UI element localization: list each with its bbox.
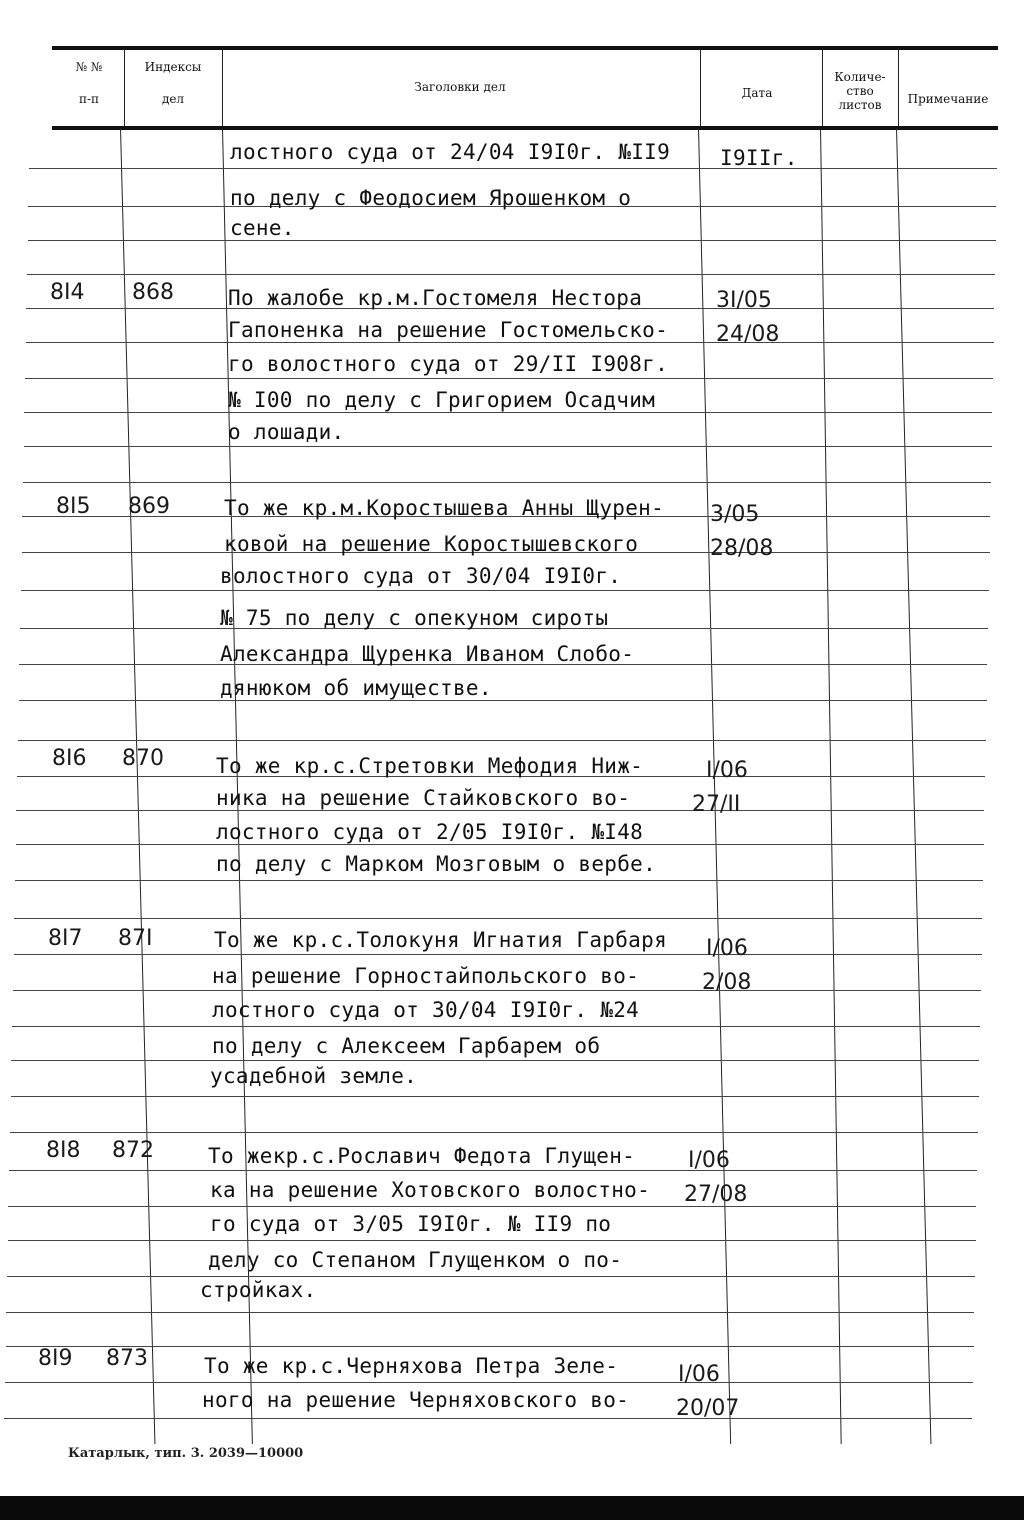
entry-line: ного на решение Черняховского во- — [202, 1388, 630, 1412]
entry-line: № 75 по делу с опекуном сироты — [220, 606, 609, 630]
col-rule-4-body — [820, 128, 842, 1444]
col-rule-1 — [124, 48, 125, 126]
ruled-line — [25, 378, 993, 379]
ruled-line — [8, 1206, 976, 1207]
entry-number: 8I8 — [46, 1138, 81, 1163]
entry-date-2: 27/08 — [684, 1182, 748, 1207]
entry-index: 873 — [106, 1346, 148, 1371]
entry-date-2: 24/08 — [716, 322, 780, 347]
entry-line: по делу с Феодосием Ярошенком о — [230, 186, 632, 210]
ruled-line — [19, 700, 987, 701]
ruled-line — [18, 740, 986, 741]
entry-line: ковой на решение Коростышевского — [224, 532, 639, 556]
entry-line: о лошади. — [228, 420, 345, 444]
entry-line: го волостного суда от 29/II I908г. — [228, 352, 669, 376]
header-bottom-rule — [52, 126, 998, 130]
printer-footer: Катарлык, тип. 3. 2039—10000 — [68, 1446, 304, 1461]
entry-line: То же кр.с.Толокуня Игнатия Гарбаря — [214, 928, 668, 952]
entry-date-2: 27/II — [692, 792, 741, 817]
entry-number: 8I7 — [48, 926, 83, 951]
entry-line: Гапоненка на решение Гостомельско- — [228, 318, 669, 342]
entry-index: 872 — [112, 1138, 154, 1163]
entry-number: 8I6 — [52, 746, 87, 771]
top-rule — [52, 46, 998, 50]
entry-date-1: I9IIг. — [720, 146, 798, 170]
ruled-line — [7, 1276, 975, 1277]
ruled-line — [24, 412, 992, 413]
ruled-line — [12, 1026, 980, 1027]
ruled-line — [14, 918, 982, 919]
ruled-line — [4, 1418, 972, 1419]
entry-number: 8I4 — [50, 280, 85, 305]
entry-index: 870 — [122, 746, 164, 771]
entry-line: сене. — [230, 216, 295, 240]
header-qty-1: Количе- — [834, 70, 886, 84]
entry-line: Александра Щуренка Иваном Слобо- — [220, 642, 635, 666]
entry-line: лостного суда от 2/05 I9I0г. №I48 — [216, 820, 644, 844]
entry-date-2: 20/07 — [676, 1396, 740, 1421]
scan-edge — [0, 1496, 1024, 1520]
entry-index: 869 — [128, 494, 170, 519]
entry-date-1: I/06 — [706, 936, 748, 961]
ruled-line — [6, 1312, 974, 1313]
ruled-line — [5, 1382, 973, 1383]
header-index-bottom: дел — [161, 92, 185, 106]
ruled-line — [27, 274, 995, 275]
entry-line: дянюком об имуществе. — [220, 676, 492, 700]
ruled-line — [16, 844, 984, 845]
entry-date-1: 3/05 — [710, 502, 760, 527]
entry-line: го суда от 3/05 I9I0г. № II9 по — [210, 1212, 612, 1236]
ruled-line — [14, 954, 982, 955]
entry-number: 8I9 — [38, 1346, 73, 1371]
entry-line: волостного суда от 30/04 I9I0г. — [220, 564, 622, 588]
entry-line: № I00 по делу с Григорием Осадчим — [228, 388, 656, 412]
entry-date-2: 28/08 — [710, 536, 774, 561]
ruled-line — [29, 168, 997, 169]
entry-line: лостного суда от 24/04 I9I0г. №II9 — [230, 140, 671, 164]
ruled-line — [24, 446, 992, 447]
header-titles: Заголовки дел — [414, 80, 506, 94]
ruled-line — [16, 810, 984, 811]
entry-line: ника на решение Стайковского во- — [216, 786, 631, 810]
entry-index: 87I — [118, 926, 153, 951]
entry-line: ка на решение Хотовского волостно- — [210, 1178, 651, 1202]
entry-line: на решение Горностайпольского во- — [212, 964, 640, 988]
header-qty — [824, 70, 896, 112]
entry-date-1: I/06 — [688, 1148, 730, 1173]
ruled-line — [13, 990, 981, 991]
entry-line: То же кр.с.Стретовки Мефодия Ниж- — [216, 754, 644, 778]
ruled-line — [11, 1060, 979, 1061]
header-note: Примечание — [907, 92, 989, 106]
col-rule-4 — [822, 48, 823, 126]
entry-line: То же кр.с.Черняхова Петра Зеле- — [204, 1354, 619, 1378]
entry-date-1: I/06 — [678, 1362, 720, 1387]
entry-date-2: 2/08 — [702, 970, 752, 995]
entry-line: усадебной земле. — [210, 1064, 418, 1088]
entry-line: лостного суда от 30/04 I9I0г. №24 — [212, 998, 640, 1022]
col-rule-2 — [222, 48, 223, 126]
header-index-top: Индексы — [144, 60, 202, 74]
ruled-line — [28, 240, 996, 241]
ruled-line — [10, 1132, 978, 1133]
entry-date-1: 3I/05 — [716, 288, 772, 313]
col-rule-5 — [898, 48, 899, 126]
entry-line: по делу с Алексеем Гарбарем об — [212, 1034, 601, 1058]
col-rule-5-body — [896, 128, 931, 1444]
entry-line: стройках. — [200, 1278, 317, 1302]
header-date: Дата — [741, 86, 773, 100]
entry-line: делу со Степаном Глущенком о по- — [208, 1248, 623, 1272]
header-num-top: № № — [75, 60, 103, 74]
ruled-line — [6, 1346, 974, 1347]
header-num — [56, 60, 122, 106]
entry-line: По жалобе кр.м.Гостомеля Нестора — [228, 286, 643, 310]
header-qty-3: листов — [838, 98, 882, 112]
ruled-line — [9, 1170, 977, 1171]
entry-line: То же кр.м.Коростышева Анны Щурен- — [224, 496, 665, 520]
ruled-line — [8, 1240, 976, 1241]
ruled-line — [21, 590, 989, 591]
col-rule-3 — [700, 48, 701, 126]
col-rule-1-body — [120, 128, 155, 1444]
entry-line: То жекр.с.Рославич Федота Глущен- — [208, 1144, 636, 1168]
ruled-line — [15, 880, 983, 881]
ruled-line — [11, 1096, 979, 1097]
header-index — [126, 60, 220, 106]
entry-number: 8I5 — [56, 494, 91, 519]
entry-date-1: I/06 — [706, 758, 748, 783]
ruled-line — [26, 342, 994, 343]
entry-index: 868 — [132, 280, 174, 305]
ruled-line — [23, 482, 991, 483]
entry-line: по делу с Марком Мозговым о вербе. — [216, 852, 657, 876]
header-qty-2: ство — [846, 84, 874, 98]
header-num-bottom: п-п — [78, 92, 100, 106]
